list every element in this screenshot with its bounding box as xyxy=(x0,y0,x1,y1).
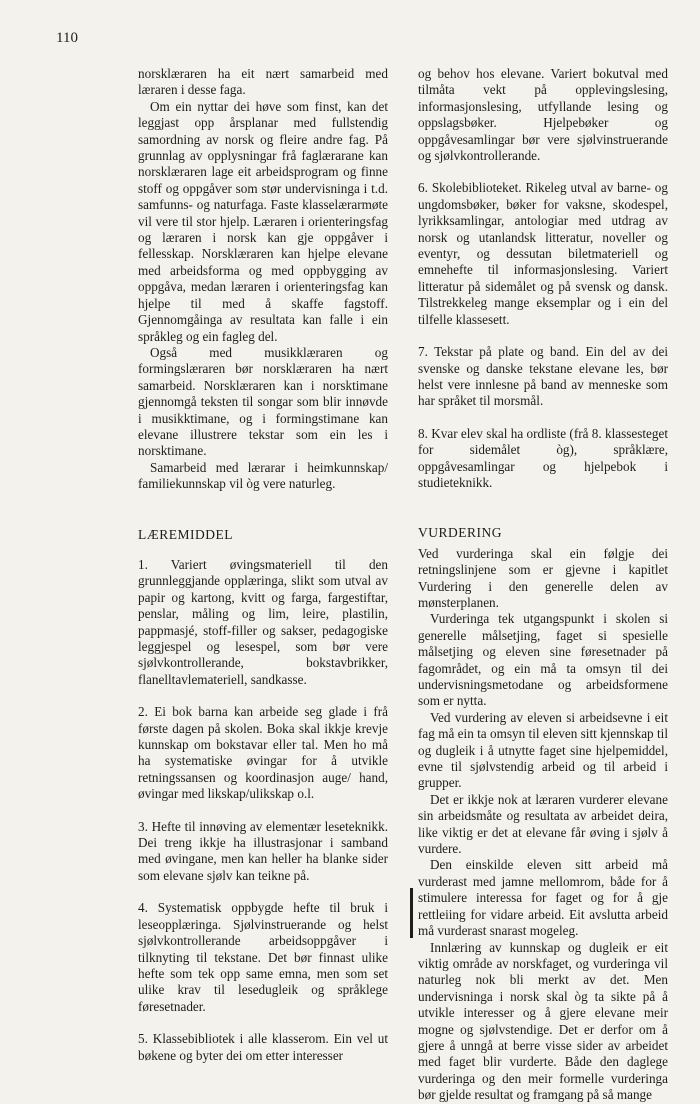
paragraph: Også med musikklæraren og formingslæraren bør norsklæraren ha nært samarbeid. Norsklæraren kan i norsktimane gjennomgå teksten til songar som blir innøvde i musikktimane, og i formingstimane kan elevane illustrere tekstar som ein les i norsktimane. xyxy=(138,344,388,459)
list-item: 6. Skolebiblioteket. Rikeleg utval av barne- og ungdomsbøker, bøker for vaksne, skodespel, lyrikksamlingar, antologiar med utdrag av norsk og utanlandsk litteratur, noveller og eventyr, og dessutan biletmateriell og emnehefte til informasjonslesing. Variert litteratur på sidemålet og på svensk og dansk. Tilstrekkeleg mange eksemplar og i ein del tilfelle klassesett. xyxy=(418,180,668,327)
section-heading-laeremiddel: LÆREMIDDEL xyxy=(138,526,233,542)
list-item: og behov hos elevane. Variert bokutval med tilmåta vekt på opplevingslesing, informasjonslesing, utfyllande lesing og oppslagsbøker. Hjelpebøker og oppgåvesamlingar bør vere sjølvinstruerande og sjølvkontrollerande. xyxy=(418,66,668,164)
paragraph: Samarbeid med lærarar i heimkunnskap/ familiekunnskap vil òg vere naturleg. xyxy=(138,459,388,492)
paragraph: Om ein nyttar dei høve som finst, kan det leggjast opp årsplanar med fullstendig samordning av norsk og fleire andre fag. På grunnlag av opplysningar frå faglærarane kan norsklæraren lage eit arbeidsprogram og finne stoff og oppgåver som stør undervisninga i t.d. samfunns- og naturfaga. Faste klasselærarmøte vil vere til stor hjelp. Læraren i orienteringsfag og læraren i norsk kan gje oppgåver i fellesskap. Norsklæraren kan hjelpe elevane med arbeidsforma og med oppbygging av oppgåva, medan læraren i orienteringsfag kan hjelpe til med å skaffe fagstoff. Gjennomgåinga av resultata kan falle i ein språkleg og ein fagleg del. xyxy=(138,98,388,344)
list-item: 4. Systematisk oppbygde hefte til bruk i leseopplæringa. Sjølvinstruerande og helst sjølvkontrollerande arbeidsoppgåver i tilknyting til tekstane. Det bør finnast ulike hefte som tek opp same emna, men som set ulike krav til lesedugleik og språklege føresetnader. xyxy=(138,900,388,1014)
paragraph: Innlæring av kunnskap og dugleik er eit viktig område av norskfaget, og vurderinga vil naturleg nok bli merkt av det. Men undervisninga i norsk skal òg ta sikte på å utvikle interesser og å gjere elevane meir mogne og sjølvstendige. Det er derfor om å gjere å unngå at berre visse sider av arbeidet med faget blir vurderte. Både den daglege vurderinga og den meir formelle vurderinga bør gjelde resultat og framgang på så mange xyxy=(418,939,668,1103)
page-number: 110 xyxy=(56,30,78,46)
section-heading-vurdering: VURDERING xyxy=(418,525,502,541)
list-item: 5. Klassebibliotek i alle klasserom. Ein vel ut bøkene og byter dei om etter interesser xyxy=(138,1031,388,1063)
list-item: 7. Tekstar på plate og band. Ein del av dei svenske og danske tekstane elevane les, bør helst vere innlesne på band av menneske som har språket til morsmål. xyxy=(418,344,668,409)
margin-marker-bar xyxy=(410,888,413,938)
paragraph: Ved vurdering av eleven si arbeidsevne i eit fag må ein ta omsyn til eleven sitt kjennskap til og dugleik i å utnytte faget sine hjelpemiddel, evne til sjølvstendig arbeid og til arbeid i grupper. xyxy=(418,709,668,791)
list-item: 3. Hefte til innøving av elementær leseteknikk. Dei treng ikkje ha illustrasjonar i samband med øvingane, men kan heller ha blanke sider som elevane sjølv kan teikne på. xyxy=(138,818,388,883)
left-column xyxy=(138,66,388,1064)
paragraph: Vurderinga tek utgangspunkt i skolen si generelle målsetjing, faget si spesielle målsetjing og eleven sine føresetnader på fagområdet, og ein må ta omsyn til dei undervisningsmetodane og arbeidsformene som er nytta. xyxy=(418,611,668,709)
list-item: 1. Variert øvingsmateriell til den grunnleggjande opplæringa, slikt som utval av papir og kartong, kvitt og farga, fargestiftar, penslar, måling og lim, leire, plastilin, pappmasjé, stoff-filler og sakser, pedagogiske leggjespel og lesespel, som bør vere sjølvkontrollerande, bokstavbrikker, flanelltavlemateriell, sandkasse. xyxy=(138,556,388,687)
list-item: 8. Kvar elev skal ha ordliste (frå 8. klassesteget for sidemålet òg), språklære, oppgåvesamlingar og hjelpebok i studieteknikk. xyxy=(418,425,668,490)
paragraph: Ved vurderinga skal ein følgje dei retningslinjene som er gjevne i kapitlet Vurdering i den generelle delen av mønsterplanen. xyxy=(418,545,668,610)
paragraph: Det er ikkje nok at læraren vurderer elevane sin arbeidsmåte og resultata av arbeidet deira, like viktig er det at elevane får øving i sjølv å vurdere. xyxy=(418,791,668,857)
paragraph: Den einskilde eleven sitt arbeid må vurderast med jamne mellomrom, både for å stimulere interessa for faget og for å gje rettleiing for vidare arbeid. Eit avslutta arbeid må vurderast snarast mogeleg. xyxy=(418,857,668,939)
paragraph: norsklæraren ha eit nært samarbeid med læraren i desse faga. xyxy=(138,66,388,98)
list-item: 2. Ei bok barna kan arbeide seg glade i frå første dagen på skolen. Boka skal ikkje krevje kunnskap om bokstavar eller tal. Men ho må ha systematiske øvingar for å utvikle retningssansen og koordinasjon auge/ hand, øvingar med likskap/ulikskap o.l. xyxy=(138,704,388,802)
right-column xyxy=(418,66,668,1104)
